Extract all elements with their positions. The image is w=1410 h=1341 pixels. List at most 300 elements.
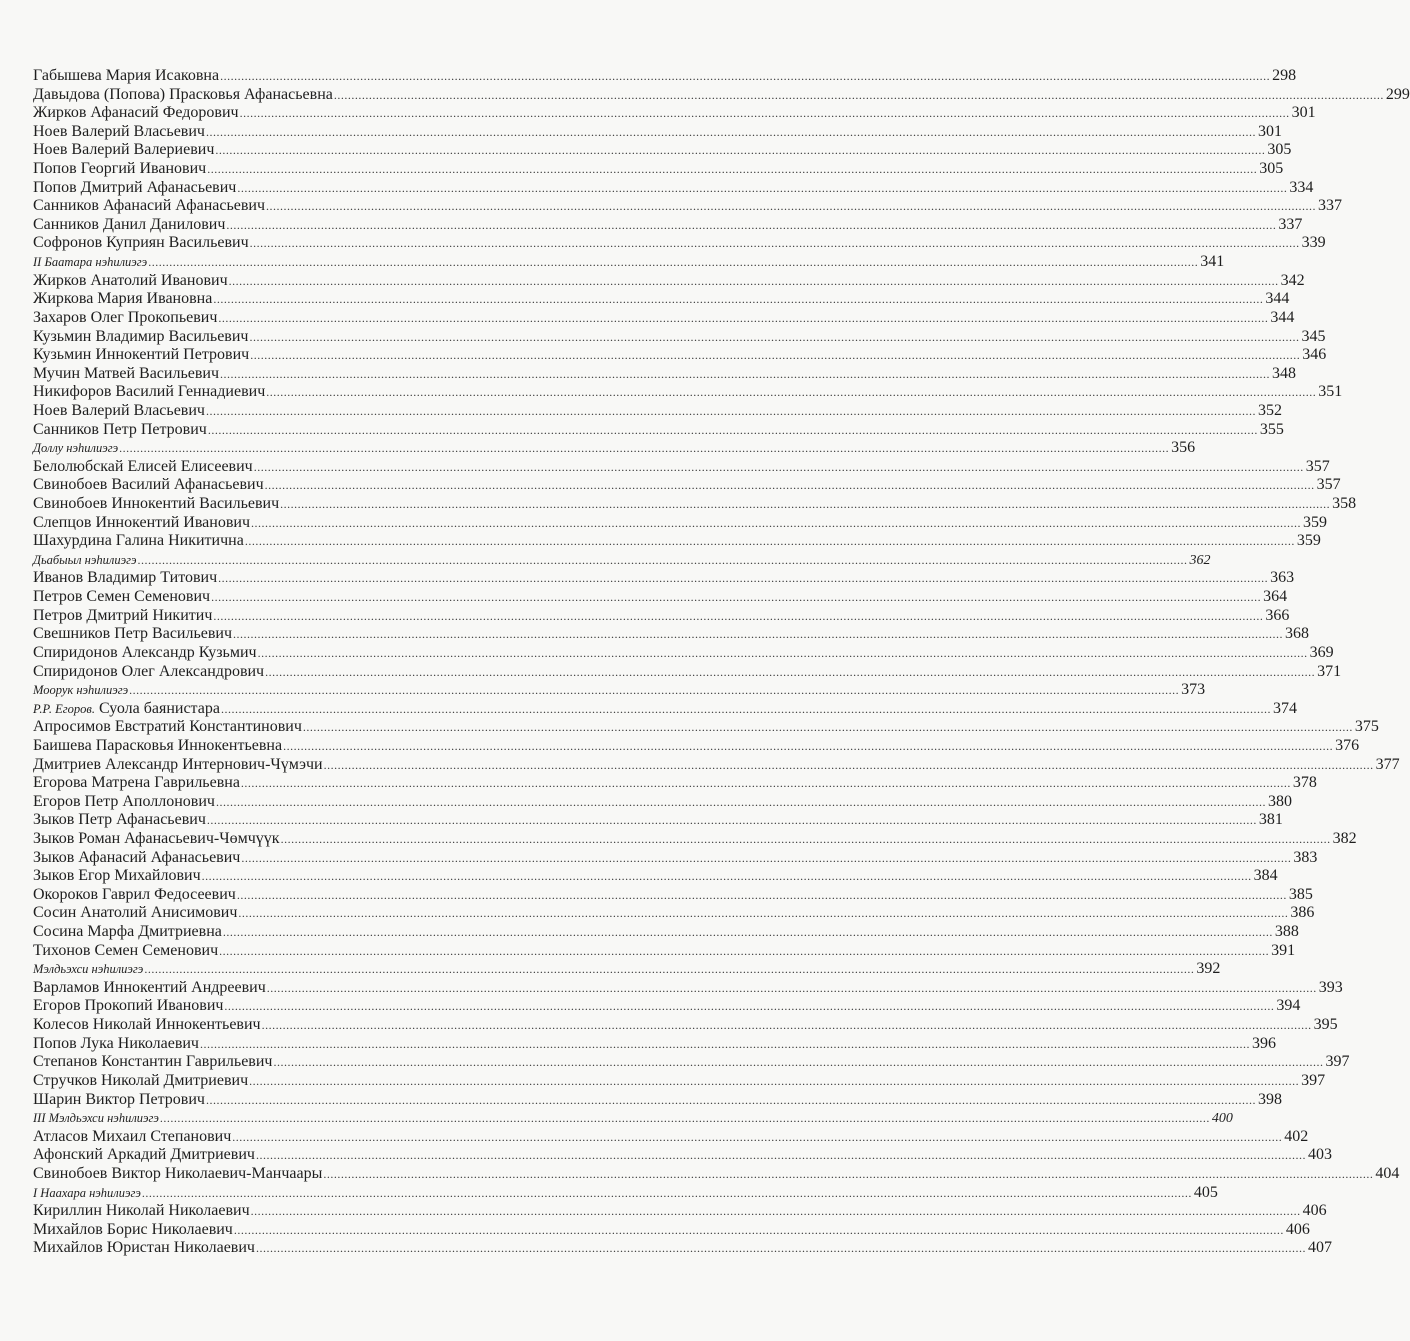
toc-entry (33, 346, 1327, 365)
toc-entry-text: Михайлов Борис Николаевич (33, 1220, 233, 1238)
toc-page-number: 384 (1253, 867, 1278, 885)
toc-entry (33, 85, 1410, 105)
dot-leader: ............................................................................................................................................................................................................................................................................................................ (265, 664, 1316, 679)
toc-entry-title (33, 979, 266, 998)
dot-leader: ............................................................................................................................................................................................................................................................................................................ (250, 348, 1301, 363)
toc-page-number: 359 (1303, 513, 1327, 531)
toc-entry-text: Петров Семен Семенович (33, 588, 211, 606)
toc-entry (33, 699, 1297, 719)
toc-entry-text: Егоров Прокопий Иванович (33, 997, 224, 1015)
toc-entry (33, 104, 1316, 123)
dot-leader: ............................................................................................................................................................................................................................................................................................................ (238, 906, 1289, 921)
toc-entry-title (33, 290, 212, 309)
toc-entry-title (33, 402, 205, 421)
toc-page-number: 334 (1289, 178, 1314, 196)
toc-entry-text: Зыков Егор Михайлович (33, 867, 201, 885)
dot-leader: ............................................................................................................................................................................................................................................................................................................ (283, 738, 1334, 753)
toc-entry (33, 1016, 1338, 1035)
dot-leader: ............................................................................................................................................................................................................................................................................................................ (251, 515, 1301, 530)
toc-section-heading (33, 681, 1206, 700)
toc-entry-title (33, 700, 220, 719)
toc-entry-title (33, 1184, 141, 1203)
toc-entry-title (33, 886, 236, 905)
toc-page-number: 385 (1288, 885, 1313, 903)
toc-entry-title (33, 830, 280, 849)
dot-leader: ............................................................................................................................................................................................................................................................................................................ (280, 497, 1331, 512)
dot-leader: ............................................................................................................................................................................................................................................................................................................ (159, 1111, 1210, 1126)
toc-entry-title (33, 756, 323, 775)
toc-entry-text: Зыков Афанасий Афанасьевич (33, 848, 241, 866)
toc-entry-title (33, 681, 128, 700)
dot-leader: ............................................................................................................................................................................................................................................................................................................ (141, 1185, 1192, 1200)
toc-entry-text: Свинобоев Виктор Николаевич-Манчаары (33, 1164, 323, 1182)
toc-page-number: 359 (1296, 532, 1321, 550)
dot-leader: ............................................................................................................................................................................................................................................................................................................ (249, 1073, 1300, 1088)
dot-leader: ............................................................................................................................................................................................................................................................................................................ (302, 720, 1353, 735)
toc-entry-text: Кузьмин Владимир Васильевич (33, 327, 249, 345)
toc-entry-text: Моорук нэһилиэгэ (33, 683, 129, 698)
toc-entry-text: Жирков Афанасий Федорович (33, 104, 239, 122)
toc-entry-title (33, 849, 240, 868)
dot-leader: ............................................................................................................................................................................................................................................................................................................ (220, 701, 1271, 716)
toc-page-number: 358 (1332, 495, 1357, 513)
toc-entry (33, 476, 1341, 495)
toc-entry-title (33, 607, 212, 626)
dot-leader: ............................................................................................................................................................................................................................................................................................................ (205, 124, 1256, 139)
toc-page-number: 351 (1318, 383, 1343, 401)
toc-entry (33, 755, 1400, 775)
toc-entry-text: Михайлов Юристан Николаевич (33, 1239, 255, 1257)
toc-entry-title (33, 514, 250, 533)
toc-page-number: 339 (1301, 234, 1326, 252)
toc-entry-text: Жиркова Мария Ивановна (33, 290, 213, 308)
toc-entry-title (33, 216, 225, 235)
dot-leader: ............................................................................................................................................................................................................................................................................................................ (250, 1204, 1301, 1219)
toc-entry-author: Р.Р. Егоров. (33, 701, 95, 716)
toc-page-number: 356 (1171, 439, 1196, 457)
toc-page-number: 376 (1335, 736, 1360, 754)
toc-entry (33, 1202, 1327, 1221)
dot-leader: ............................................................................................................................................................................................................................................................................................................ (220, 69, 1271, 83)
toc-page-number: 301 (1291, 104, 1316, 122)
toc-page-number: 396 (1251, 1034, 1276, 1052)
toc-entry-title (33, 365, 219, 384)
toc-entry-text: Кириллин Николай Николаевич (33, 1202, 250, 1220)
dot-leader: ............................................................................................................................................................................................................................................................................................................ (224, 999, 1275, 1014)
toc-entry (33, 308, 1295, 328)
toc-page-number: 373 (1181, 681, 1206, 699)
toc-entry (33, 848, 1318, 868)
toc-entry-text: Сосин Анатолий Анисимович (33, 904, 238, 922)
toc-entry-text: Суола баянистара (98, 699, 220, 717)
toc-page-number: 337 (1278, 215, 1303, 233)
toc-entry-title (33, 569, 217, 588)
toc-entry-title (33, 1109, 159, 1128)
dot-leader: ............................................................................................................................................................................................................................................................................................................ (148, 255, 1199, 270)
dot-leader: ............................................................................................................................................................................................................................................................................................................ (206, 813, 1257, 828)
toc-page-number: 363 (1270, 569, 1295, 587)
toc-entry (33, 401, 1282, 421)
toc-entry-text: Колесов Николай Иннокентьевич (33, 1016, 261, 1034)
toc-entry (33, 923, 1299, 942)
toc-entry (33, 67, 1297, 86)
dot-leader: ............................................................................................................................................................................................................................................................................................................ (228, 273, 1279, 288)
toc-entry (33, 569, 1295, 588)
toc-section-heading (33, 551, 1211, 570)
toc-entry-title (33, 439, 118, 458)
toc-entry-text: Свешников Петр Васильевич (33, 625, 233, 643)
toc-entry (33, 1239, 1332, 1258)
dot-leader: ............................................................................................................................................................................................................................................................................................................ (215, 794, 1266, 809)
toc-entry (33, 383, 1343, 402)
toc-entry (33, 271, 1305, 291)
toc-entry (33, 1090, 1282, 1110)
dot-leader: ............................................................................................................................................................................................................................................................................................................ (119, 441, 1170, 456)
toc-section-heading (33, 1109, 1233, 1128)
dot-leader: ............................................................................................................................................................................................................................................................................................................ (129, 683, 1180, 698)
dot-leader: ............................................................................................................................................................................................................................................................................................................ (253, 459, 1304, 474)
toc-entry (33, 643, 1334, 663)
toc-entry (33, 1071, 1326, 1091)
toc-entry (33, 234, 1326, 253)
toc-entry-text: Мучин Матвей Васильевич (33, 364, 220, 382)
toc-entry-text: Жирков Анатолий Иванович (33, 271, 228, 289)
toc-entry-text: Егоров Петр Аполлонович (33, 792, 215, 810)
dot-leader: ............................................................................................................................................................................................................................................................................................................ (323, 757, 1374, 772)
dot-leader: ............................................................................................................................................................................................................................................................................................................ (323, 1166, 1374, 1181)
toc-entry-text: Ноев Валерий Власьевич (33, 122, 205, 140)
toc-entry-text: Габышева Мария Исаковна (33, 67, 220, 84)
toc-entry (33, 160, 1284, 179)
toc-page-number: 342 (1280, 271, 1305, 289)
toc-page-number: 374 (1272, 699, 1297, 717)
toc-entry-text: Мэлдьэхси нэһилиэгэ (33, 962, 144, 977)
toc-page-number: 386 (1290, 904, 1315, 922)
dot-leader: ............................................................................................................................................................................................................................................................................................................ (219, 943, 1270, 958)
toc-entry (33, 662, 1342, 682)
toc-page-number: 402 (1284, 1127, 1309, 1145)
toc-entry (33, 420, 1284, 440)
toc-entry-title (33, 86, 333, 105)
toc-page-number: 344 (1270, 308, 1295, 326)
toc-entry (33, 327, 1326, 347)
toc-page-number: 357 (1316, 476, 1341, 494)
dot-leader: ............................................................................................................................................................................................................................................................................................................ (266, 199, 1317, 214)
toc-entry-text: Софронов Куприян Васильевич (33, 234, 249, 252)
dot-leader: ............................................................................................................................................................................................................................................................................................................ (218, 310, 1269, 325)
dot-leader: ............................................................................................................................................................................................................................................................................................................ (244, 534, 1295, 549)
toc-page-number: 407 (1307, 1239, 1332, 1257)
toc-entry-text: Апросимов Евстратий Константинович (33, 718, 302, 736)
toc-entry-title (33, 328, 248, 347)
toc-entry-title (33, 123, 205, 142)
toc-entry-text: Ноев Валерий Власьевич (33, 401, 205, 419)
toc-entry-text: Никифоров Василий Геннадиевич (33, 383, 266, 401)
toc-entry (33, 811, 1283, 830)
toc-page-number: 383 (1293, 848, 1318, 866)
toc-entry (33, 1127, 1309, 1147)
toc-entry (33, 997, 1301, 1016)
toc-entry (33, 1146, 1332, 1165)
toc-entry (33, 774, 1317, 793)
toc-entry (33, 718, 1379, 737)
toc-page-number: 378 (1292, 774, 1317, 792)
toc-entry-title (33, 1146, 255, 1165)
toc-page-number: 406 (1302, 1202, 1327, 1220)
toc-entry-title (33, 141, 214, 160)
toc-entry-text: Стручков Николай Дмитриевич (33, 1071, 249, 1089)
toc-entry-title (33, 811, 206, 830)
toc-page-number: 299 (1385, 85, 1410, 103)
toc-section-heading (33, 1183, 1218, 1203)
toc-entry-title (33, 346, 249, 365)
toc-entry-title (33, 1239, 255, 1258)
toc-entry-title (33, 867, 201, 886)
toc-page-number: 337 (1318, 197, 1343, 215)
toc-page-number: 357 (1305, 457, 1330, 475)
dot-leader: ............................................................................................................................................................................................................................................................................................................ (264, 478, 1315, 493)
toc-entry-text: Свинобоев Василий Афанасьевич (33, 476, 264, 494)
dot-leader: ............................................................................................................................................................................................................................................................................................................ (137, 552, 1188, 567)
toc-page-number: 348 (1272, 364, 1297, 382)
toc-entry-title (33, 718, 302, 737)
dot-leader: ............................................................................................................................................................................................................................................................................................................ (218, 571, 1269, 586)
toc-entry-text: Попов Дмитрий Афанасьевич (33, 178, 237, 196)
toc-page-number: 352 (1257, 401, 1282, 419)
toc-entry-text: Тихонов Семен Семенович (33, 941, 219, 959)
toc-entry-title (33, 1202, 250, 1221)
toc-page-number: 369 (1309, 643, 1334, 661)
toc-entry (33, 1053, 1350, 1072)
toc-entry (33, 1164, 1400, 1184)
toc-entry-text: Сосина Марфа Дмитриевна (33, 923, 222, 941)
toc-entry (33, 625, 1310, 644)
dot-leader: ............................................................................................................................................................................................................................................................................................................ (207, 162, 1258, 177)
toc-entry (33, 885, 1313, 905)
toc-page-number: 381 (1258, 811, 1283, 829)
toc-entry-text: Степанов Константин Гаврильевич (33, 1053, 273, 1071)
toc-page-number: 301 (1257, 122, 1282, 140)
toc-entry-text: Спиридонов Олег Александрович (33, 662, 265, 680)
toc-page-number: 382 (1332, 829, 1357, 847)
toc-entry-title (33, 1128, 231, 1147)
toc-entry-title (33, 234, 249, 253)
toc-entry-title (33, 179, 236, 198)
toc-entry-text: Белолюбскай Елисей Елисеевич (33, 457, 253, 475)
dot-leader: ............................................................................................................................................................................................................................................................................................................ (280, 831, 1331, 846)
toc-entry-title (33, 421, 207, 440)
toc-entry-title (33, 1091, 205, 1110)
toc-entry (33, 532, 1321, 551)
toc-page-number: 368 (1285, 625, 1310, 643)
toc-page-number: 346 (1302, 346, 1327, 364)
dot-leader: ............................................................................................................................................................................................................................................................................................................ (205, 403, 1256, 418)
toc-entry-text: Санников Данил Данилович (33, 215, 226, 233)
toc-entry-title (33, 253, 147, 272)
toc-entry-title (33, 160, 206, 179)
dot-leader: ............................................................................................................................................................................................................................................................................................................ (211, 590, 1262, 605)
toc-entry-title (33, 942, 218, 961)
toc-page-number: 371 (1317, 662, 1342, 680)
toc-entry-title (33, 476, 264, 495)
dot-leader: ............................................................................................................................................................................................................................................................................................................ (201, 869, 1252, 884)
toc-entry-text: Шахурдина Галина Никитична (33, 532, 244, 550)
toc-section-heading (33, 960, 1221, 979)
toc-entry (33, 941, 1296, 961)
toc-page-number: 344 (1265, 290, 1290, 308)
toc-entry (33, 736, 1360, 756)
toc-entry-text: Санников Петр Петрович (33, 420, 207, 438)
toc-entry-text: Окороков Гаврил Федосеевич (33, 885, 236, 903)
toc-page-number: 362 (1189, 552, 1211, 568)
toc-page-number: 392 (1196, 960, 1221, 978)
toc-entry-text: Захаров Олег Прокопьевич (33, 308, 218, 326)
dot-leader: ............................................................................................................................................................................................................................................................................................................ (233, 1222, 1284, 1237)
toc-entry-title (33, 960, 143, 979)
toc-entry-title (33, 1165, 322, 1184)
toc-page-number: 398 (1257, 1090, 1282, 1108)
toc-entry-text: Варламов Иннокентий Андреевич (33, 978, 266, 996)
toc-entry-title (33, 644, 257, 663)
toc-entry (33, 457, 1330, 477)
dot-leader: ............................................................................................................................................................................................................................................................................................................ (333, 87, 1384, 102)
dot-leader: ............................................................................................................................................................................................................................................................................................................ (273, 1055, 1324, 1070)
toc-entry (33, 141, 1292, 160)
dot-leader: ............................................................................................................................................................................................................................................................................................................ (213, 292, 1264, 307)
toc-entry-title (33, 737, 282, 756)
toc-entry (33, 1220, 1310, 1240)
toc-entry-text: Свинобоев Иннокентий Васильевич (33, 495, 280, 513)
toc-entry-text: Зыков Роман Афанасьевич-Чөмчүүк (33, 829, 280, 847)
toc-entry-title (33, 458, 253, 477)
toc-entry (33, 867, 1278, 886)
dot-leader: ............................................................................................................................................................................................................................................................................................................ (215, 143, 1266, 158)
toc-section-heading (33, 253, 1225, 272)
toc-entry (33, 122, 1282, 142)
toc-entry-text: I Наахара нэһилиэгэ (33, 1185, 141, 1200)
toc-page-number: 388 (1274, 923, 1299, 941)
toc-page-number: 305 (1267, 141, 1292, 159)
toc-entry-title (33, 904, 237, 923)
dot-leader: ............................................................................................................................................................................................................................................................................................................ (220, 366, 1271, 381)
toc-entry-title (33, 588, 210, 607)
toc-entry-title (33, 774, 240, 793)
toc-entry-title (33, 272, 228, 291)
dot-leader: ............................................................................................................................................................................................................................................................................................................ (205, 1092, 1256, 1107)
toc-entry-title (33, 997, 223, 1016)
toc-entry-text: Баишева Парасковья Иннокентьевна (33, 736, 283, 754)
toc-page-number: 305 (1259, 160, 1284, 178)
toc-entry (33, 364, 1297, 384)
toc-entry-title (33, 625, 232, 644)
toc-entry-text: Слепцов Иннокентий Иванович (33, 513, 250, 531)
dot-leader: ............................................................................................................................................................................................................................................................................................................ (266, 385, 1317, 400)
toc-entry-title (33, 793, 215, 812)
toc-entry-text: Доллу нэһилиэгэ (33, 441, 119, 456)
dot-leader: ............................................................................................................................................................................................................................................................................................................ (207, 422, 1258, 437)
dot-leader: ............................................................................................................................................................................................................................................................................................................ (255, 1148, 1306, 1163)
toc-entry-text: Санников Афанасий Афанасьевич (33, 197, 266, 215)
toc-entry-text: Ноев Валерий Валериевич (33, 141, 215, 159)
toc-entry (33, 215, 1303, 235)
dot-leader: ............................................................................................................................................................................................................................................................................................................ (199, 1036, 1250, 1051)
toc-entry (33, 792, 1292, 812)
toc-entry-text: Дьабыыл нэһилиэгэ (33, 552, 137, 567)
toc-entry-text: Спиридонов Александр Кузьмич (33, 643, 257, 661)
toc-entry (33, 495, 1357, 514)
toc-entry-title (33, 495, 279, 514)
toc-entry (33, 178, 1314, 198)
toc-entry-title (33, 197, 265, 216)
dot-leader: ............................................................................................................................................................................................................................................................................................................ (261, 1018, 1312, 1033)
dot-leader: ............................................................................................................................................................................................................................................................................................................ (222, 925, 1273, 940)
toc-entry-title (33, 383, 265, 402)
dot-leader: ............................................................................................................................................................................................................................................................................................................ (233, 627, 1284, 642)
toc-entry-text: Афонский Аркадий Дмитриевич (33, 1146, 255, 1164)
toc-entry-title (33, 923, 222, 942)
toc-page-number: 406 (1285, 1220, 1310, 1238)
toc-entry (33, 1034, 1276, 1054)
toc-entry (33, 978, 1343, 998)
dot-leader: ............................................................................................................................................................................................................................................................................................................ (249, 329, 1300, 344)
toc-entry (33, 513, 1327, 533)
toc-entry-title (33, 104, 239, 123)
toc-page-number: 393 (1318, 978, 1343, 996)
toc-entry-title (33, 1035, 199, 1054)
dot-leader: ............................................................................................................................................................................................................................................................................................................ (232, 1129, 1283, 1144)
dot-leader: ............................................................................................................................................................................................................................................................................................................ (249, 236, 1300, 251)
toc-page-number: 397 (1301, 1071, 1326, 1089)
toc-entry-title (33, 1053, 272, 1072)
toc-page-number: 380 (1267, 792, 1292, 810)
toc-page-number: 400 (1211, 1111, 1233, 1127)
dot-leader: ............................................................................................................................................................................................................................................................................................................ (241, 850, 1292, 865)
toc-page-number: 395 (1313, 1016, 1338, 1034)
toc-page-number: 391 (1271, 941, 1296, 959)
dot-leader: ............................................................................................................................................................................................................................................................................................................ (236, 887, 1287, 902)
dot-leader: ............................................................................................................................................................................................................................................................................................................ (237, 180, 1288, 195)
dot-leader: ............................................................................................................................................................................................................................................................................................................ (240, 776, 1291, 791)
toc-entry (33, 290, 1290, 309)
table-of-contents (33, 67, 1410, 1258)
toc-entry (33, 197, 1343, 216)
toc-entry-text: Давыдова (Попова) Прасковья Афанасьевна (33, 85, 333, 103)
toc-entry-title (33, 67, 219, 86)
toc-page-number: 366 (1265, 606, 1290, 624)
toc-entry (33, 904, 1315, 923)
toc-page-number: 355 (1259, 420, 1284, 438)
toc-entry-text: Дмитриев Александр Интернович-Чүмэчи (33, 755, 323, 773)
toc-page-number: 397 (1325, 1053, 1350, 1071)
toc-entry-text: Иванов Владимир Титович (33, 569, 218, 587)
toc-entry-title (33, 551, 137, 570)
dot-leader: ............................................................................................................................................................................................................................................................................................................ (144, 962, 1195, 977)
dot-leader: ............................................................................................................................................................................................................................................................................................................ (266, 980, 1317, 995)
toc-entry-title (33, 1072, 248, 1091)
toc-entry-text: Попов Георгий Иванович (33, 160, 207, 178)
dot-leader: ............................................................................................................................................................................................................................................................................................................ (239, 106, 1290, 121)
toc-entry-text: Атласов Михаил Степанович (33, 1127, 232, 1145)
toc-page-number: 403 (1307, 1146, 1332, 1164)
toc-entry-title (33, 309, 217, 328)
toc-entry-text: Шарин Виктор Петрович (33, 1090, 205, 1108)
toc-page-number: 377 (1375, 755, 1400, 773)
dot-leader: ............................................................................................................................................................................................................................................................................................................ (257, 645, 1308, 660)
dot-leader: ............................................................................................................................................................................................................................................................................................................ (213, 608, 1264, 623)
toc-entry-text: III Мэлдьэхси нэһилиэгэ (33, 1111, 159, 1126)
toc-entry-title (33, 1221, 233, 1240)
toc-entry (33, 606, 1290, 626)
